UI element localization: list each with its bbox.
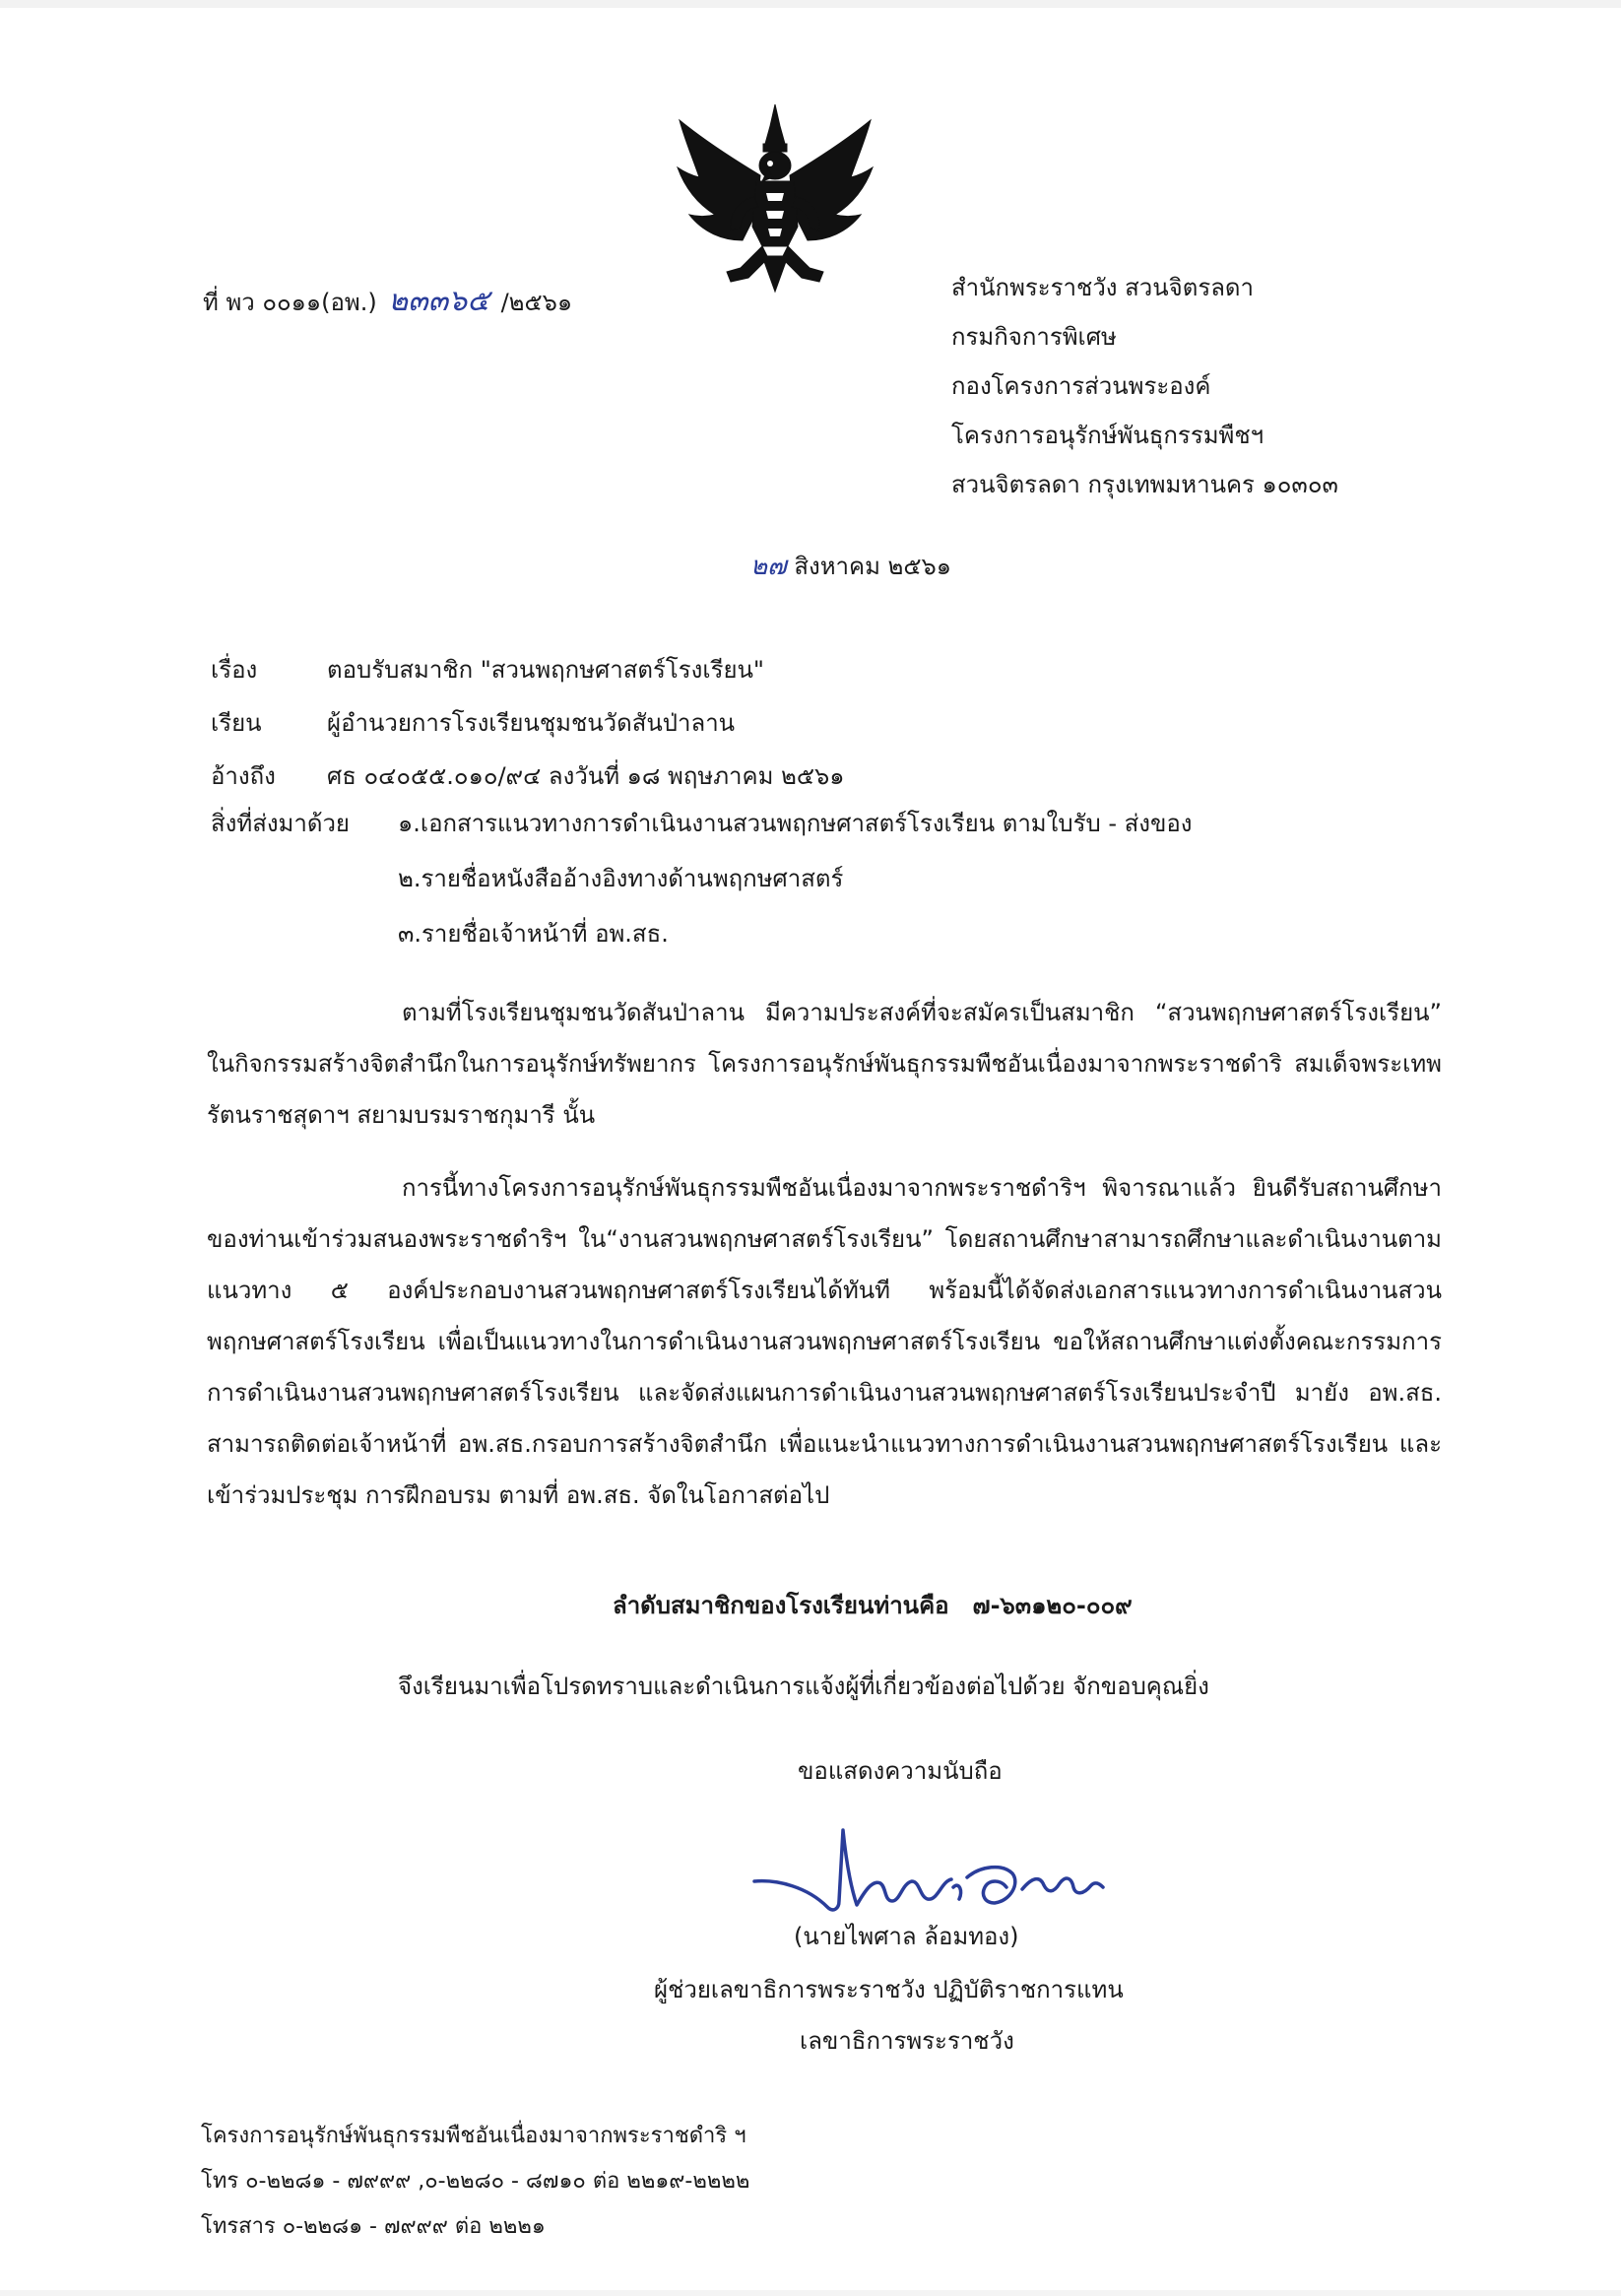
signer-title-secondary: เลขาธิการพระราชวัง [800, 2027, 1014, 2055]
office-line: สำนักพระราชวัง สวนจิตรลดา [951, 274, 1254, 301]
subject-label: เรื่อง [211, 656, 258, 684]
closing-request: จึงเรียนมาเพื่อโปรดทราบและดำเนินการแจ้งผู้ที่เกี่ยวข้องต่อไปด้วย จักขอบคุณยิ่ง [398, 1673, 1209, 1700]
subject-text: ตอบรับสมาชิก "สวนพฤกษศาสตร์โรงเรียน" [327, 656, 764, 684]
reference-suffix: /๒๕๖๑ [500, 289, 573, 316]
contact-footer [201, 2122, 749, 2258]
document-date [750, 550, 951, 584]
enclosures-label: สิ่งที่ส่งมาด้วย [211, 810, 350, 837]
scan-top-edge [0, 0, 1621, 8]
office-line: กรมกิจการพิเศษ [951, 323, 1117, 351]
signer-name: (นายไพศาล ล้อมทอง) [794, 1923, 1019, 1950]
handwritten-signature [748, 1822, 1113, 1931]
date-handwritten-day: ๒๗ [750, 552, 787, 581]
office-line: สวนจิตรลดา กรุงเทพมหานคร ๑๐๓๐๓ [951, 471, 1338, 498]
paragraph-text: การนี้ทางโครงการอนุรักษ์พันธุกรรมพืชอันเนื่องมาจากพระราชดำริฯ พิจารณาแล้ว ยินดีรับสถานศึกษาของท่านเข้าร่วมสนองพระราชดำริฯ ใน“งานสวนพฤกษศาสตร์โรงเรียน” โดยสถานศึกษาสามารถศึกษาและดำเนินงานตามแนวทาง ๕ องค์ประกอบงานสวนพฤกษศาสตร์โรงเรียนได้ทันที พร้อมนี้ได้จัดส่งเอกสารแนวทางการดำเนินงานสวนพฤกษศาสตร์โรงเรียน เพื่อเป็นแนวทางในการดำเนินงานสวนพฤกษศาสตร์โรงเรียน ขอให้สถานศึกษาแต่งตั้งคณะกรรมการการดำเนินงานสวนพฤกษศาสตร์โรงเรียน และจัดส่งแผนการดำเนินงานสวนพฤกษศาสตร์โรงเรียนประจำปี มายัง อพ.สธ. สามารถติดต่อเจ้าหน้าที่ อพ.สธ.กรอบการสร้างจิตสำนึก เพื่อแนะนำแนวทางการดำเนินงานสวนพฤกษศาสตร์โรงเรียน และเข้าร่วมประชุม การฝึกอบรม ตามที่ อพ.สธ. จัดในโอกาสต่อไป [207, 1174, 1442, 1509]
closing-regards: ขอแสดงความนับถือ [798, 1757, 1003, 1785]
document-reference-number [203, 282, 572, 322]
office-address [951, 272, 1338, 518]
date-month-year: สิงหาคม ๒๕๖๑ [794, 553, 951, 580]
recipient-label: เรียน [211, 709, 262, 737]
reference-prefix: ที่ พว ๐๐๑๑(อพ.) [203, 289, 377, 316]
reference-label: อ้างถึง [211, 762, 276, 790]
recipient-row [211, 707, 735, 739]
reference-row [211, 760, 844, 792]
reference-handwritten-number: ๒๓๓๖๕ [388, 284, 489, 318]
membership-number-line [613, 1590, 1133, 1621]
scan-bottom-edge [0, 2290, 1621, 2296]
footer-line: โทรสาร ๐-๒๒๘๑ - ๗๙๙๙ ต่อ ๒๒๒๑ [201, 2214, 546, 2239]
footer-line: โครงการอนุรักษ์พันธุกรรมพืชอันเนื่องมาจากพระราชดำริ ฯ [201, 2124, 746, 2148]
enclosure-item: ๓.รายชื่อเจ้าหน้าที่ อพ.สธ. [398, 920, 669, 948]
recipient-text: ผู้อำนวยการโรงเรียนชุมชนวัดสันป่าลาน [327, 709, 736, 737]
enclosure-item: ๑.เอกสารแนวทางการดำเนินงานสวนพฤกษศาสตร์โรงเรียน ตามใบรับ - ส่งของ [398, 810, 1193, 837]
reference-text: ศธ ๐๔๐๕๕.๐๑๐/๙๔ ลงวันที่ ๑๘ พฤษภาคม ๒๕๖๑ [327, 762, 845, 790]
body-paragraph [207, 987, 1442, 1141]
paragraph-text: ตามที่โรงเรียนชุมชนวัดสันป่าลาน มีความประสงค์ที่จะสมัครเป็นสมาชิก “สวนพฤกษศาสตร์โรงเรียน” ในกิจกรรมสร้างจิตสำนึกในการอนุรักษ์ทรัพยากร โครงการอนุรักษ์พันธุกรรมพืชอันเนื่องมาจากพระราชดำริ สมเด็จพระเทพรัตนราชสุดาฯ สยามบรมราชกุมารี นั้น [207, 999, 1442, 1129]
membership-label: ลำดับสมาชิกของโรงเรียนท่านคือ [613, 1592, 949, 1619]
body-paragraph [207, 1162, 1442, 1521]
footer-line: โทร ๐-๒๒๘๑ - ๗๙๙๙ ,๐-๒๒๘๐ - ๘๗๑๐ ต่อ ๒๒๑๙-๒๒๒๒ [201, 2169, 750, 2194]
membership-number: ๗-๖๓๑๒๐-๐๐๙ [972, 1592, 1133, 1619]
enclosure-item: ๒.รายชื่อหนังสืออ้างอิงทางด้านพฤกษศาสตร์ [398, 865, 844, 892]
office-line: โครงการอนุรักษ์พันธุกรรมพืชฯ [951, 422, 1264, 449]
enclosures-list [211, 808, 1193, 973]
garuda-emblem-icon [672, 98, 878, 305]
subject-row [211, 654, 764, 686]
signer-title: ผู้ช่วยเลขาธิการพระราชวัง ปฏิบัติราชการแทน [654, 1976, 1124, 2003]
office-line: กองโครงการส่วนพระองค์ [951, 372, 1211, 400]
